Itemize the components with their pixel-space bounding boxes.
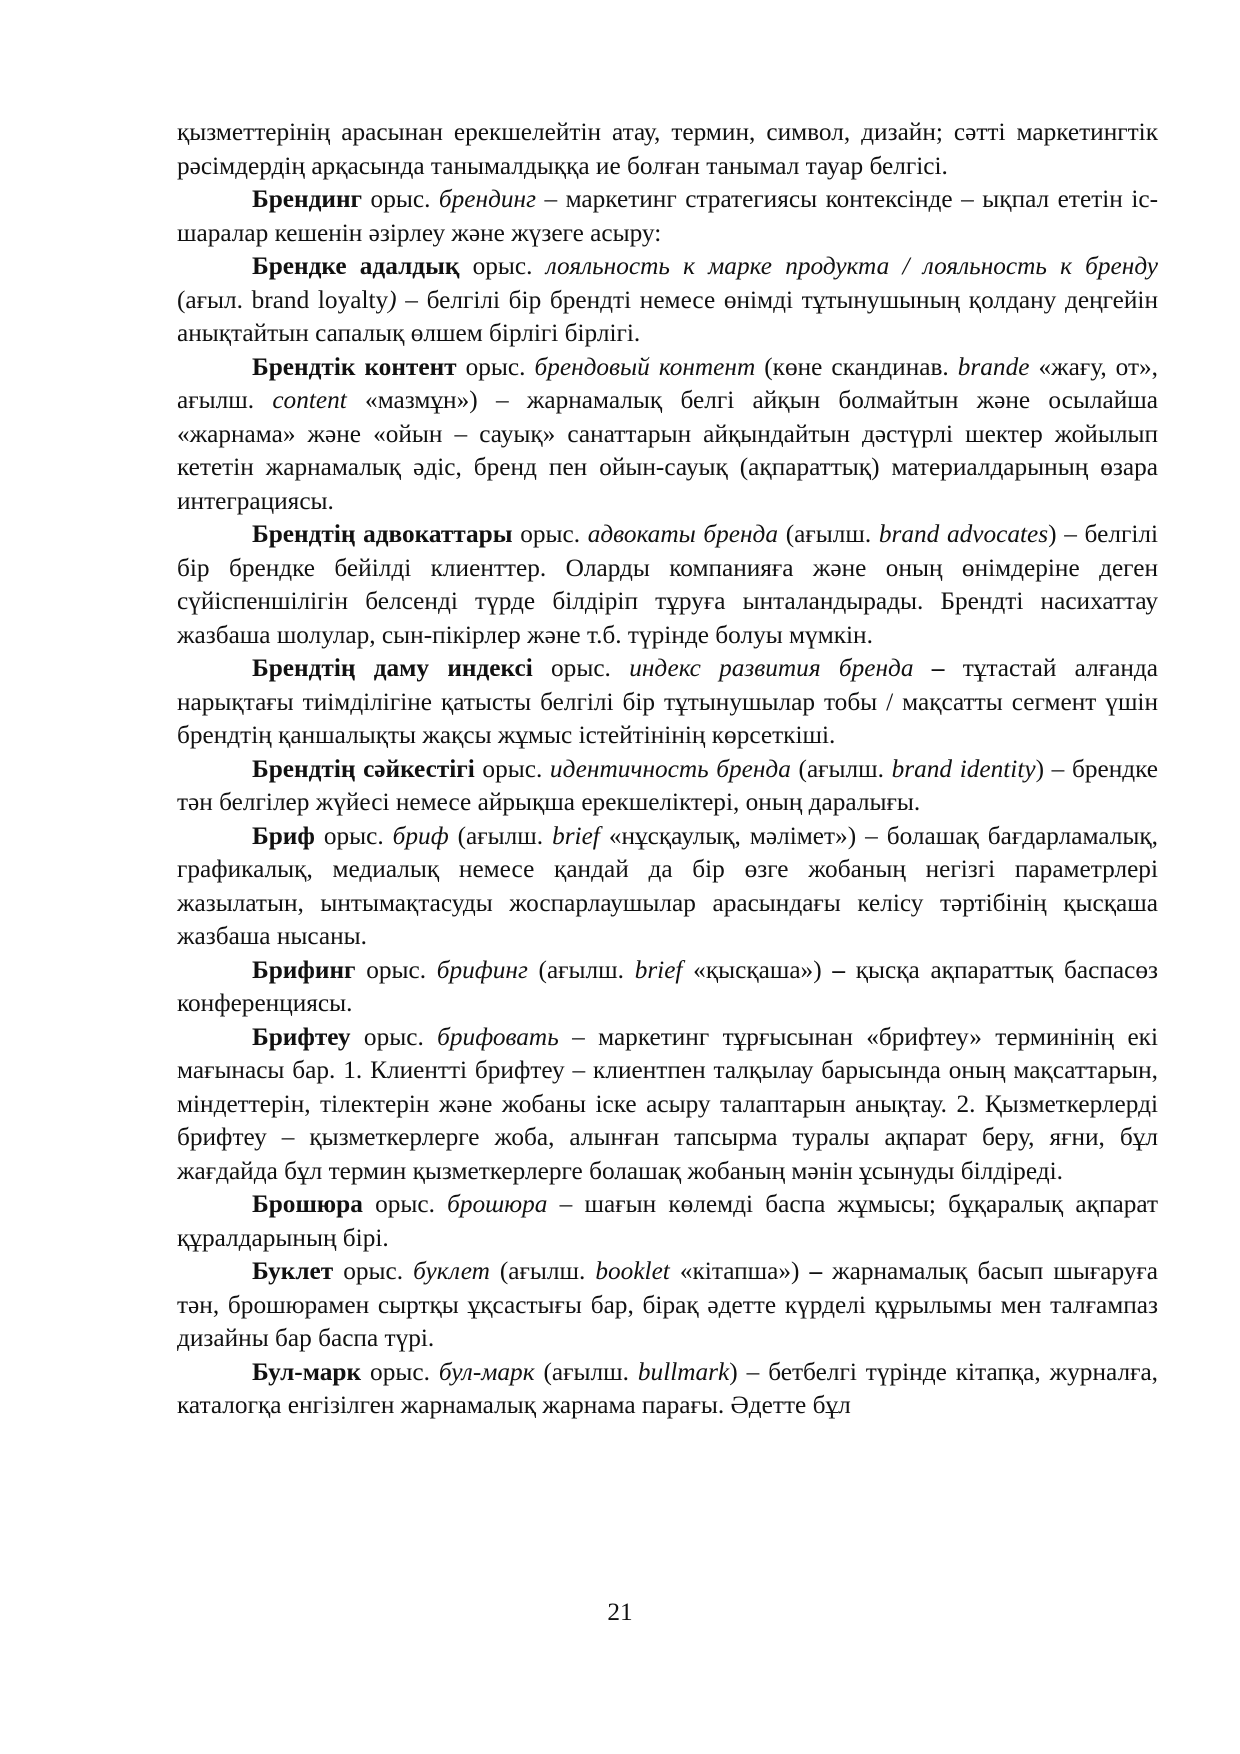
- page-number: 21: [607, 1598, 633, 1626]
- body-text: орыс.: [350, 1022, 438, 1051]
- entry-term: Бул-марк: [252, 1357, 362, 1386]
- italic-text: booklet: [595, 1257, 670, 1285]
- italic-text: brand identity: [891, 754, 1036, 783]
- italic-text: брендовый контент: [534, 352, 756, 381]
- glossary-entry: [177, 652, 1158, 753]
- italic-text: идентичность бренда: [549, 754, 791, 783]
- body-text: (ағылш.: [489, 1257, 596, 1285]
- glossary-entry: [177, 954, 1158, 1021]
- body-text: – маркетинг стратегиясы контексінде – ықпал ететін іс-шаралар кешенін әзірлеу және жүзеге асыру:: [177, 185, 1159, 247]
- entry-term: Брифинг: [252, 955, 356, 984]
- body-text: орыс.: [362, 185, 439, 213]
- italic-text: ): [388, 285, 397, 314]
- glossary-entry: [177, 1255, 1158, 1356]
- italic-text: буклет: [413, 1257, 490, 1285]
- body-text: (ағылш.: [790, 754, 892, 783]
- body-text: (ағылш.: [778, 520, 879, 548]
- body-text: (ағылш.: [448, 821, 553, 850]
- italic-text: бул-марк: [438, 1357, 535, 1386]
- body-text: орыс.: [474, 754, 550, 783]
- glossary-entry: [177, 351, 1158, 519]
- body-text: (ағылш.: [527, 955, 635, 984]
- italic-text: брендинг: [438, 185, 536, 213]
- glossary-entry: [177, 820, 1158, 954]
- entry-term: Брендтің адвокаттары: [252, 520, 513, 548]
- entry-term: Брошюра: [252, 1190, 363, 1218]
- body-text: – шағын көлемді баспа жұмысы; бұқаралық ақпарат құралдарының бірі.: [177, 1190, 1158, 1252]
- body-text: «мазмұн») – жарнамалық белгі айқын болмайтын және осылайша «жарнама» және «ойын – сауық» санаттарын айқындайтын дәстүрлі шектер жойылып кететін жарнамалық әдіс, бренд пен ойын-сауық (ақпараттық) материалдарының өзара интеграциясы.: [177, 386, 1159, 515]
- italic-text: брифинг: [436, 955, 528, 984]
- body-text: ) – бетбелгі түрінде кітапқа, журналға, каталогқа енгізілген жарнамалық жарнама парағы. Әдетте бұл: [177, 1357, 1158, 1419]
- body-text: – маркетинг тұрғысынан «брифтеу» терминінің екі мағынасы бар. 1. Клиентті брифтеу – клиентпен талқылау барысында оның мақсаттарын, міндеттерін, тілектерін және жобаны іске асыру талаптарын анықтау. 2. Қызметкерлерді брифтеу – қызметкерлерге жоба, алынған тапсырма туралы ақпарат беру, яғни, бұл жағдайда бұл термин қызметкерлерге болашақ жобаның мәнін ұсынуды білдіреді.: [177, 1022, 1158, 1185]
- entry-term: –: [809, 1257, 823, 1285]
- body-text: ) – брендке тән белгілер жүйесі немесе айрықша ерекшеліктері, оның даралығы.: [177, 754, 1158, 816]
- entry-term: –: [913, 654, 945, 682]
- body-text: «кітапша»): [669, 1257, 810, 1285]
- glossary-entry: [177, 1356, 1158, 1423]
- body-text: (ағыл. brand loyalty: [177, 285, 389, 314]
- body-text: қызметтерінің арасынан ерекшелейтін атау, термин, символ, дизайн; сәтті маркетингтік рәсімдердің арқасында танымалдыққа ие болған танымал тауар белгісі.: [177, 118, 1158, 180]
- body-text: «жағу, от», ағылш.: [177, 352, 1159, 414]
- italic-text: брошюра: [447, 1190, 548, 1218]
- glossary-entry: [177, 1021, 1158, 1189]
- body-text: қысқа ақпараттық баспасөз конференциясы.: [177, 955, 1159, 1017]
- entry-term: Брендинг: [252, 185, 363, 213]
- body-text: жарнамалық басып шығаруға тән, брошюрамен сыртқы ұқсастығы бар, бірақ әдетте күрделі құрылымы мен талғампаз дизайны бар баспа түрі.: [177, 1257, 1159, 1352]
- italic-text: индекс развития бренда: [629, 654, 914, 682]
- body-text: орыс.: [314, 821, 393, 850]
- italic-text: brande: [957, 352, 1030, 381]
- glossary-entry: [177, 518, 1158, 652]
- italic-text: bullmark: [637, 1357, 730, 1386]
- body-text: орыс.: [456, 352, 535, 381]
- body-text: – белгілі бір брендті немесе өнімді тұтынушының қолдану деңгейін анықтайтын сапалық өлшем бірлігі бірлігі.: [177, 285, 1158, 347]
- italic-text: бриф: [392, 821, 449, 850]
- entry-term: Брендтік контент: [252, 352, 457, 381]
- body-text: орыс.: [532, 654, 630, 682]
- body-text: орыс.: [361, 1357, 439, 1386]
- italic-text: адвокаты бренда: [587, 520, 779, 548]
- entry-term: Брендтің сәйкестігі: [252, 754, 475, 783]
- body-text: (көне скандинав.: [755, 352, 958, 381]
- entry-term: Бриф: [252, 821, 315, 850]
- entry-term: –: [832, 955, 845, 984]
- glossary-entry: [177, 250, 1158, 351]
- body-text: «қысқаша»): [682, 955, 833, 984]
- italic-text: лояльность к марке продукта / лояльность к бренду: [545, 252, 1159, 280]
- page-body: [177, 116, 1158, 1423]
- glossary-entry: [177, 753, 1158, 820]
- body-text: ) – белгілі бір брендке бейілді клиенттер. Оларды компанияға және оның өнімдеріне деген сүйіспеншілігін белсенді түрде білдіріп тұруға ынталандырады. Брендті насихаттау жазбаша шолулар, сын-пікірлер және т.б. түрінде болуы мүмкін.: [177, 520, 1159, 649]
- italic-text: брифовать: [437, 1022, 559, 1051]
- italic-text: brief: [634, 955, 683, 984]
- entry-term: Брендке адалдық: [252, 252, 460, 280]
- entry-term: Брендтің даму индексі: [252, 654, 533, 682]
- body-text: тұтастай алғанда нарықтағы тиімділігіне қатысты белгілі бір тұтынушылар тобы / мақсатты сегмент үшін брендтің қаншалықты жақсы жұмыс істейтінінің көрсеткіші.: [177, 654, 1159, 749]
- body-text: орыс.: [333, 1257, 414, 1285]
- italic-text: content: [272, 386, 347, 414]
- body-text: орыс.: [355, 955, 437, 984]
- body-text: (ағылш.: [534, 1357, 638, 1386]
- italic-text: brand advocates: [878, 520, 1049, 548]
- body-text: орыс.: [362, 1190, 448, 1218]
- glossary-entry: [177, 1188, 1158, 1255]
- italic-text: brief: [552, 821, 600, 850]
- entry-term: Буклет: [252, 1257, 334, 1285]
- body-text: орыс.: [459, 252, 546, 280]
- glossary-entry: [177, 183, 1158, 250]
- body-text: «нұсқаулық, мәлімет») – болашақ бағдарламалық, графикалық, медиалық немесе қандай да бір өзге жобаның негізгі параметрлері жазылатын, ынтымақтасуды жоспарлаушылар арасындағы келісу тәртібінің қысқаша жазбаша нысаны.: [177, 821, 1158, 950]
- body-text: орыс.: [512, 520, 588, 548]
- continued-paragraph: [177, 116, 1158, 183]
- entry-term: Брифтеу: [252, 1022, 351, 1051]
